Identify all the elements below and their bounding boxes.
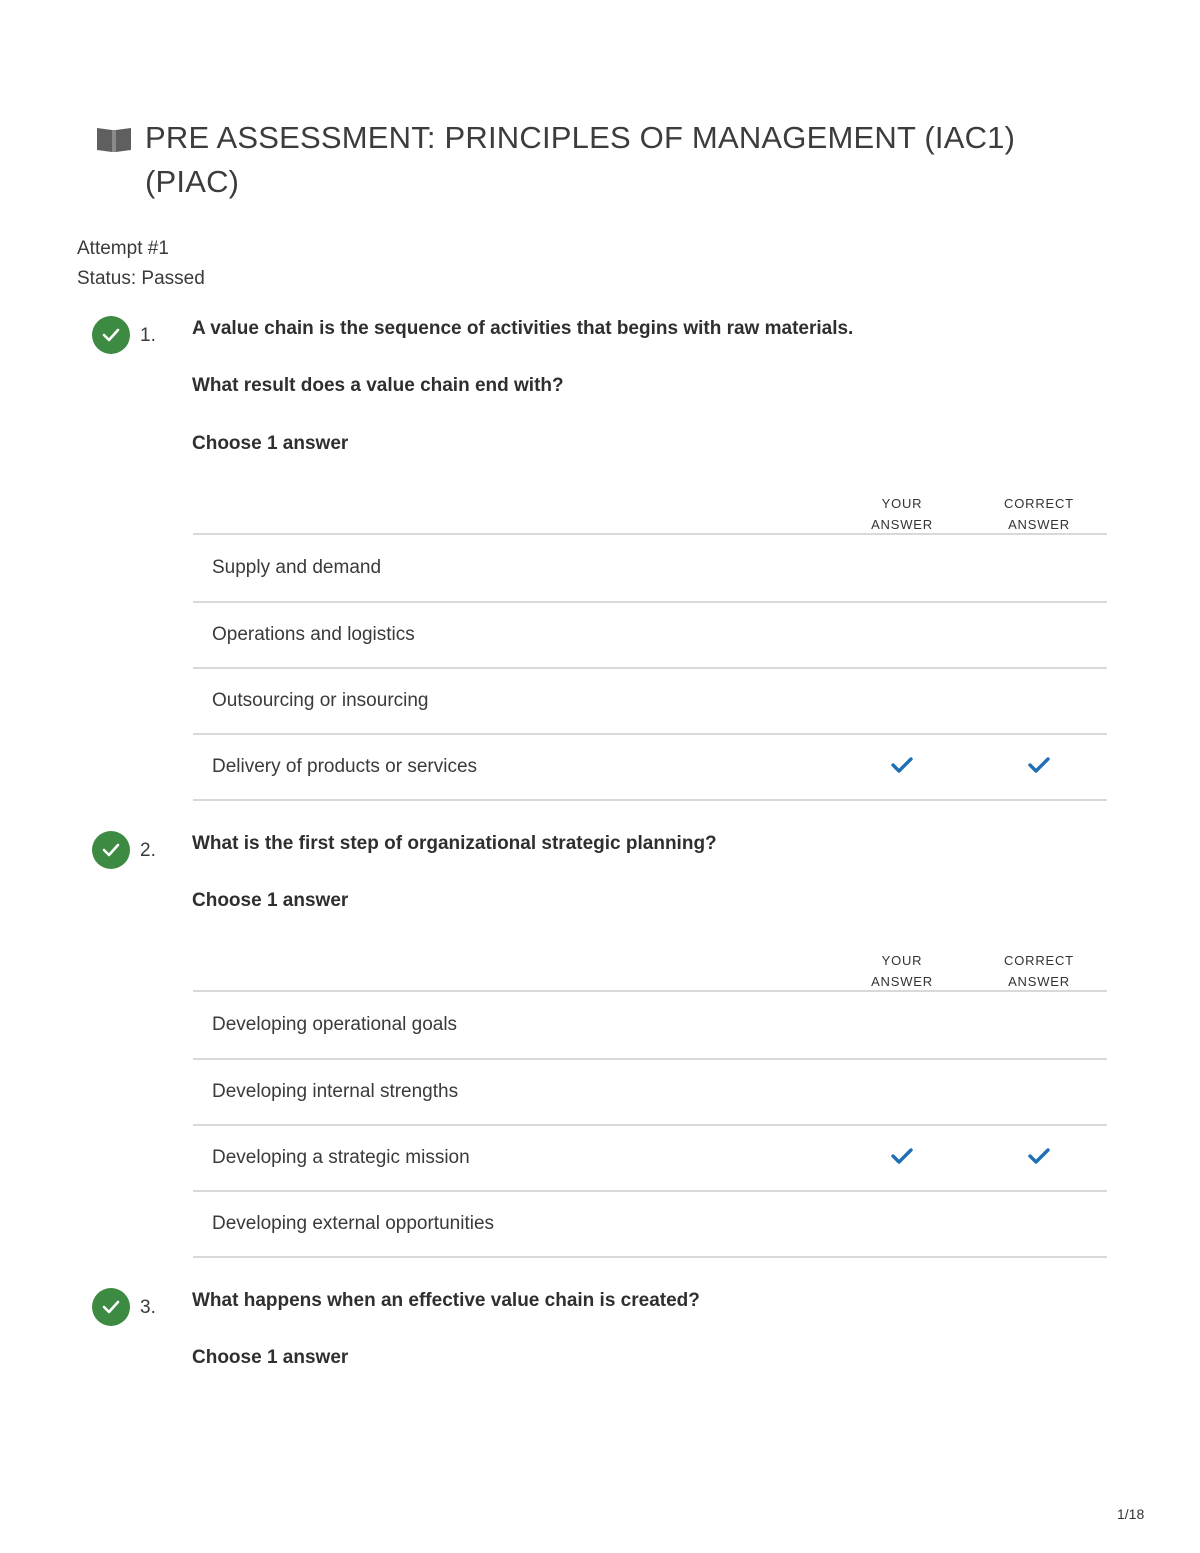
your-answer-check-icon xyxy=(891,755,913,775)
question-text: What happens when an effective value chain is created? xyxy=(192,1290,700,1311)
option-label: Developing operational goals xyxy=(212,1014,458,1035)
option-label: Supply and demand xyxy=(212,557,382,578)
answer-option xyxy=(193,669,1107,735)
question-number: 3. xyxy=(140,1297,156,1318)
question-number: 2. xyxy=(140,840,156,861)
option-label: Operations and logistics xyxy=(212,624,415,645)
answer-option xyxy=(193,735,1107,801)
answer-option xyxy=(193,1126,1107,1192)
option-label: Developing a strategic mission xyxy=(212,1147,470,1168)
your-answer-header: YOUR ANSWER xyxy=(871,496,933,532)
page-number: 1/18 xyxy=(1117,1506,1145,1522)
answer-option xyxy=(193,992,1107,1060)
correct-answer-check-icon xyxy=(1028,1146,1050,1166)
answer-option xyxy=(193,1192,1107,1258)
question-prompt: A value chain is the sequence of activities that begins with raw materials. xyxy=(192,318,854,339)
option-label: Developing external opportunities xyxy=(212,1213,495,1234)
page-title: PRE ASSESSMENT: PRINCIPLES OF MANAGEMENT (IAC1) (PIAC) xyxy=(145,120,1016,199)
attempt-number: Attempt #1 xyxy=(77,238,169,259)
answer-options xyxy=(193,533,1107,801)
option-label: Delivery of products or services xyxy=(212,756,478,777)
passed-check-icon xyxy=(92,1288,130,1326)
answer-instruction: Choose 1 answer xyxy=(192,890,349,911)
answer-option xyxy=(193,535,1107,603)
answer-options xyxy=(193,990,1107,1258)
correct-answer-header: CORRECT ANSWER xyxy=(1004,496,1074,532)
answer-option xyxy=(193,603,1107,669)
question-text: What is the first step of organizational strategic planning? xyxy=(192,833,717,854)
correct-answer-check-icon xyxy=(1028,755,1050,775)
question-number: 1. xyxy=(140,325,156,346)
option-label: Developing internal strengths xyxy=(212,1081,459,1102)
correct-answer-header: CORRECT ANSWER xyxy=(1004,953,1074,989)
your-answer-check-icon xyxy=(891,1146,913,1166)
answer-instruction: Choose 1 answer xyxy=(192,433,349,454)
passed-check-icon xyxy=(92,316,130,354)
attempt-status: Status: Passed xyxy=(77,268,205,289)
question-text: What result does a value chain end with? xyxy=(192,375,564,396)
passed-check-icon xyxy=(92,831,130,869)
option-label: Outsourcing or insourcing xyxy=(212,690,429,711)
your-answer-header: YOUR ANSWER xyxy=(871,953,933,989)
answer-option xyxy=(193,1060,1107,1126)
answer-instruction: Choose 1 answer xyxy=(192,1347,349,1368)
book-icon xyxy=(96,126,132,154)
